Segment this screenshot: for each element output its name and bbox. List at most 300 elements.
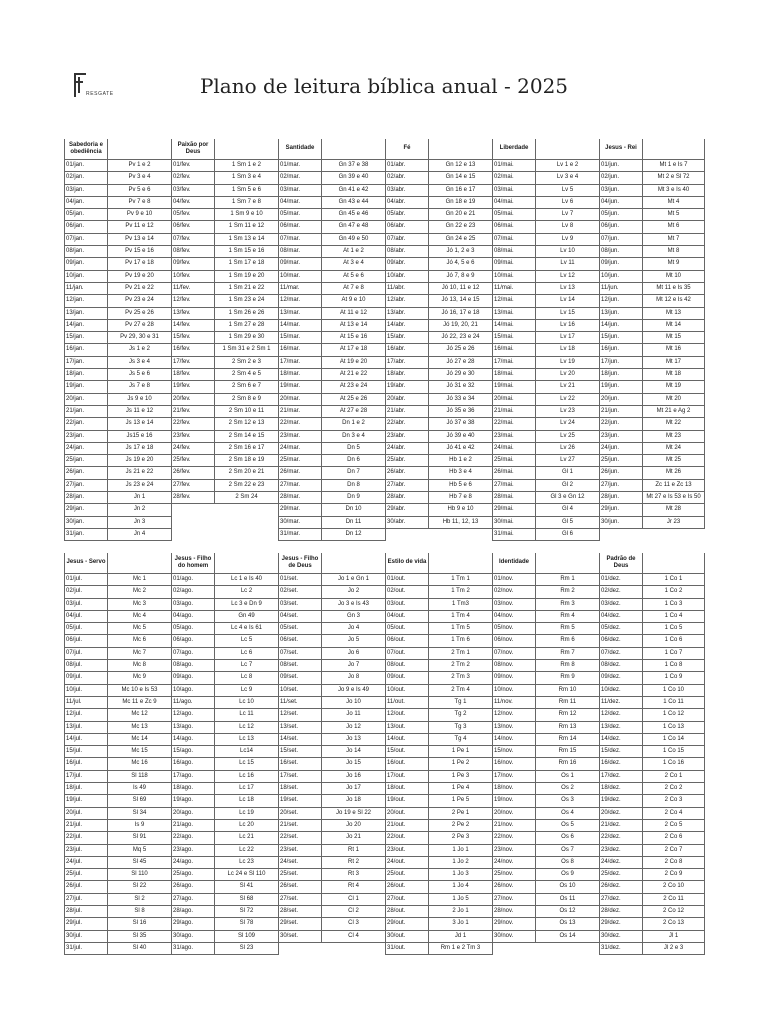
date-cell: 09/mar. <box>279 258 322 270</box>
reading-cell: Rm 9 <box>536 672 600 684</box>
table-row <box>65 307 705 319</box>
date-cell: 25/ago. <box>172 869 215 881</box>
theme-header: Jesus - Servo <box>65 553 108 574</box>
reading-cell: Mc 13 <box>108 721 172 733</box>
date-cell: 12/out. <box>386 709 429 721</box>
date-cell: 16/set. <box>279 758 322 770</box>
reading-cell: Rm 3 <box>536 598 600 610</box>
reading-cell: Sl 72 <box>215 906 279 918</box>
reading-cell: Lc 10 <box>215 696 279 708</box>
reading-cell: 1 Sm 17 e 18 <box>215 258 279 270</box>
reading-cell: Mt 28 <box>643 504 705 516</box>
reading-cell: 2 Tm 2 <box>429 660 493 672</box>
date-cell: 06/mai. <box>493 221 536 233</box>
date-cell: 01/ago. <box>172 574 215 586</box>
date-cell: 09/abr. <box>386 258 429 270</box>
date-cell: 08/nov. <box>493 660 536 672</box>
reading-cell: Jo 12 <box>322 721 386 733</box>
header-spacer <box>536 553 600 574</box>
reading-cell: Rm 15 <box>536 746 600 758</box>
date-cell: 08/jan. <box>65 246 108 258</box>
reading-cell: Pv 25 e 26 <box>108 307 172 319</box>
reading-cell: 1 Co 12 <box>643 709 705 721</box>
date-cell: 26/jun. <box>600 467 643 479</box>
reading-cell: Lc 12 <box>215 721 279 733</box>
reading-cell: Mc 11 e Zc 9 <box>108 696 172 708</box>
reading-cell: Sl 35 <box>108 930 172 942</box>
date-cell: 28/set. <box>279 906 322 918</box>
date-cell: 24/ago. <box>172 856 215 868</box>
reading-cell: Lv 10 <box>536 246 600 258</box>
reading-cell: Lv 24 <box>536 418 600 430</box>
reading-cell: 1 Co 16 <box>643 758 705 770</box>
date-cell: 28/jul. <box>65 906 108 918</box>
date-cell: 07/dez. <box>600 647 643 659</box>
reading-cell: Lv 15 <box>536 307 600 319</box>
date-cell: 15/nov. <box>493 746 536 758</box>
reading-cell: Gn 14 e 15 <box>429 172 493 184</box>
date-cell: 15/jan. <box>65 332 108 344</box>
reading-cell: Os 4 <box>536 807 600 819</box>
reading-cell: Rm 7 <box>536 647 600 659</box>
reading-cell: Mt 1 e Is 7 <box>643 160 705 172</box>
reading-cell: Os 3 <box>536 795 600 807</box>
reading-cell: 2 Sm 24 <box>215 492 279 504</box>
date-cell: 22/jun. <box>600 418 643 430</box>
date-cell: 19/dez. <box>600 795 643 807</box>
reading-cell: Sl 22 <box>108 881 172 893</box>
date-cell: 19/jul. <box>65 795 108 807</box>
reading-cell: Gn 18 e 19 <box>429 196 493 208</box>
reading-cell: 2 Co 4 <box>643 807 705 819</box>
reading-cell: 1 Co 8 <box>643 660 705 672</box>
reading-cell: Gn 24 e 25 <box>429 233 493 245</box>
reading-cell: Is 49 <box>108 783 172 795</box>
date-cell: 14/out. <box>386 733 429 745</box>
date-cell: 23/mai. <box>493 430 536 442</box>
date-cell: 24/out. <box>386 856 429 868</box>
reading-cell: Lc 8 <box>215 672 279 684</box>
date-cell: 20/dez. <box>600 807 643 819</box>
date-cell: 17/out. <box>386 770 429 782</box>
date-cell: 09/out. <box>386 672 429 684</box>
date-cell: 26/set. <box>279 881 322 893</box>
date-cell: 20/mai. <box>493 393 536 405</box>
date-cell: 02/nov. <box>493 586 536 598</box>
date-cell: 25/out. <box>386 869 429 881</box>
reading-cell: Rt 4 <box>322 881 386 893</box>
date-cell: 29/jan. <box>65 504 108 516</box>
reading-cell: Mt 26 <box>643 467 705 479</box>
reading-cell: 1 Co 5 <box>643 623 705 635</box>
table-row <box>65 282 705 294</box>
empty-cell <box>386 528 429 540</box>
table-row <box>65 918 705 930</box>
reading-cell: Mc 8 <box>108 660 172 672</box>
date-cell: 24/set. <box>279 856 322 868</box>
header-row <box>65 553 705 574</box>
reading-cell: Gl 4 <box>536 504 600 516</box>
reading-cell: 1 Co 1 <box>643 574 705 586</box>
reading-cell: Rt 2 <box>322 856 386 868</box>
reading-cell: 1 Co 13 <box>643 721 705 733</box>
reading-cell: Lv 21 <box>536 381 600 393</box>
table-row <box>65 528 705 540</box>
reading-cell: 2 Co 8 <box>643 856 705 868</box>
date-cell: 07/nov. <box>493 647 536 659</box>
date-cell: 21/set. <box>279 819 322 831</box>
table-row <box>65 319 705 331</box>
date-cell: 17/dez. <box>600 770 643 782</box>
reading-cell: Jo 2 <box>322 586 386 598</box>
reading-cell: Rm 1 e 2 Tm 3 <box>429 942 493 954</box>
reading-cell: Jo 17 <box>322 783 386 795</box>
date-cell: 07/jun. <box>600 233 643 245</box>
date-cell: 23/nov. <box>493 844 536 856</box>
reading-cell: 1 Tm 2 <box>429 586 493 598</box>
date-cell: 22/mai. <box>493 418 536 430</box>
reading-cell: Jó 16, 17 e 18 <box>429 307 493 319</box>
reading-cell: 1 Co 11 <box>643 696 705 708</box>
date-cell: 06/nov. <box>493 635 536 647</box>
date-cell: 12/set. <box>279 709 322 721</box>
reading-cell: Jo 18 <box>322 795 386 807</box>
date-cell: 13/abr. <box>386 307 429 319</box>
date-cell: 01/jan. <box>65 160 108 172</box>
reading-cell: Jo 11 <box>322 709 386 721</box>
empty-cell <box>215 504 279 516</box>
date-cell: 11/jul. <box>65 696 108 708</box>
reading-cell: 2 Co 13 <box>643 918 705 930</box>
date-cell: 13/jan. <box>65 307 108 319</box>
reading-cell: 1 Jo 3 <box>429 869 493 881</box>
date-cell: 05/out. <box>386 623 429 635</box>
reading-cell: 2 Sm 10 e 11 <box>215 405 279 417</box>
reading-cell: Pv 21 e 22 <box>108 282 172 294</box>
reading-cell: Sl 110 <box>108 869 172 881</box>
reading-cell: Lc14 <box>215 746 279 758</box>
reading-cell: Jó 31 e 32 <box>429 381 493 393</box>
reading-cell: At 25 e 26 <box>322 393 386 405</box>
reading-cell: At 27 e 28 <box>322 405 386 417</box>
reading-cell: Lv 8 <box>536 221 600 233</box>
reading-cell: 2 Co 10 <box>643 881 705 893</box>
reading-cell: 2 Co 6 <box>643 832 705 844</box>
reading-cell: Mc 1 <box>108 574 172 586</box>
date-cell: 01/set. <box>279 574 322 586</box>
date-cell: 18/jul. <box>65 783 108 795</box>
reading-cell: 2 Co 12 <box>643 906 705 918</box>
date-cell: 26/abr. <box>386 467 429 479</box>
table-row <box>65 586 705 598</box>
date-cell: 11/fev. <box>172 282 215 294</box>
date-cell: 11/jan. <box>65 282 108 294</box>
reading-cell: 2 Sm 12 e 13 <box>215 418 279 430</box>
reading-cell: Mt 23 <box>643 430 705 442</box>
reading-cell: At 13 e 14 <box>322 319 386 331</box>
reading-cell: 2 Tm 3 <box>429 672 493 684</box>
reading-cell: Dn 11 <box>322 516 386 528</box>
reading-cell: Hb 9 e 10 <box>429 504 493 516</box>
date-cell: 01/nov. <box>493 574 536 586</box>
date-cell: 21/fev. <box>172 405 215 417</box>
reading-cell: Zc 11 e Zc 13 <box>643 479 705 491</box>
table-row <box>65 598 705 610</box>
reading-cell: Os 12 <box>536 906 600 918</box>
date-cell: 08/jun. <box>600 246 643 258</box>
date-cell: 31/dez. <box>600 942 643 954</box>
reading-cell: 1 Sm 5 e 6 <box>215 184 279 196</box>
date-cell: 30/ago. <box>172 930 215 942</box>
table-row <box>65 635 705 647</box>
date-cell: 22/jul. <box>65 832 108 844</box>
reading-cell: 1 Sm 29 e 30 <box>215 332 279 344</box>
date-cell: 11/out. <box>386 696 429 708</box>
date-cell: 27/ago. <box>172 893 215 905</box>
reading-cell: Tg 4 <box>429 733 493 745</box>
date-cell: 30/set. <box>279 930 322 942</box>
reading-cell: Sl 69 <box>108 795 172 807</box>
date-cell: 25/jan. <box>65 455 108 467</box>
date-cell: 03/abr. <box>386 184 429 196</box>
theme-header: Santidade <box>279 139 322 160</box>
date-cell: 24/jan. <box>65 442 108 454</box>
date-cell: 15/set. <box>279 746 322 758</box>
empty-cell <box>493 942 536 954</box>
date-cell: 05/jun. <box>600 209 643 221</box>
empty-cell <box>215 528 279 540</box>
reading-cell: Lv 17 <box>536 332 600 344</box>
header-spacer <box>643 553 705 574</box>
reading-cell: Jó 27 e 28 <box>429 356 493 368</box>
reading-cell: 1 Co 14 <box>643 733 705 745</box>
date-cell: 18/mar. <box>279 369 322 381</box>
date-cell: 22/jan. <box>65 418 108 430</box>
table-row <box>65 795 705 807</box>
reading-cell: Lv 22 <box>536 393 600 405</box>
table-row <box>65 381 705 393</box>
date-cell: 05/nov. <box>493 623 536 635</box>
reading-cell: At 7 e 8 <box>322 282 386 294</box>
table-row <box>65 869 705 881</box>
reading-cell: Os 10 <box>536 881 600 893</box>
date-cell: 10/out. <box>386 684 429 696</box>
date-cell: 08/mai. <box>493 246 536 258</box>
date-cell: 15/dez. <box>600 746 643 758</box>
reading-cell: Gn 3 <box>322 610 386 622</box>
date-cell: 10/mar. <box>279 270 322 282</box>
reading-cell: 2 Pe 3 <box>429 832 493 844</box>
date-cell: 10/jun. <box>600 270 643 282</box>
theme-header: Jesus - Filho de Deus <box>279 553 322 574</box>
reading-cell: Dn 10 <box>322 504 386 516</box>
date-cell: 18/ago. <box>172 783 215 795</box>
date-cell: 08/out. <box>386 660 429 672</box>
date-cell: 11/jun. <box>600 282 643 294</box>
date-cell: 18/abr. <box>386 369 429 381</box>
date-cell: 26/dez. <box>600 881 643 893</box>
date-cell: 18/mai. <box>493 369 536 381</box>
date-cell: 31/jan. <box>65 528 108 540</box>
date-cell: 31/mar. <box>279 528 322 540</box>
date-cell: 31/jul. <box>65 942 108 954</box>
date-cell: 09/fev. <box>172 258 215 270</box>
reading-cell: 1 Sm 21 e 22 <box>215 282 279 294</box>
theme-header: Fé <box>386 139 429 160</box>
date-cell: 14/mai. <box>493 319 536 331</box>
reading-cell: Lv 3 e 4 <box>536 172 600 184</box>
schedule-table-jul-dez <box>64 553 705 955</box>
reading-cell: Gl 5 <box>536 516 600 528</box>
date-cell: 19/set. <box>279 795 322 807</box>
date-cell: 15/mar. <box>279 332 322 344</box>
date-cell: 30/dez. <box>600 930 643 942</box>
date-cell: 16/ago. <box>172 758 215 770</box>
reading-cell: Sl 23 <box>215 942 279 954</box>
table-row <box>65 184 705 196</box>
table-row <box>65 442 705 454</box>
reading-cell: Jó 22, 23 e 24 <box>429 332 493 344</box>
reading-cell: 2 Pe 1 <box>429 807 493 819</box>
date-cell: 05/dez. <box>600 623 643 635</box>
reading-cell: Jo 16 <box>322 770 386 782</box>
date-cell: 09/set. <box>279 672 322 684</box>
reading-cell: Lc 13 <box>215 733 279 745</box>
reading-cell: Os 2 <box>536 783 600 795</box>
date-cell: 14/mar. <box>279 319 322 331</box>
reading-cell: Lc 21 <box>215 832 279 844</box>
reading-cell: 1 Co 3 <box>643 598 705 610</box>
date-cell: 30/mar. <box>279 516 322 528</box>
reading-cell: Os 7 <box>536 844 600 856</box>
date-cell: 04/jul. <box>65 610 108 622</box>
reading-cell: Pv 7 e 8 <box>108 196 172 208</box>
table-row <box>65 356 705 368</box>
date-cell: 03/fev. <box>172 184 215 196</box>
reading-cell: Sl 118 <box>108 770 172 782</box>
date-cell: 23/fev. <box>172 430 215 442</box>
date-cell: 07/mai. <box>493 233 536 245</box>
reading-cell: Gl 1 <box>536 467 600 479</box>
reading-cell: Gn 49 <box>215 610 279 622</box>
date-cell: 29/out. <box>386 918 429 930</box>
reading-cell: At 23 e 24 <box>322 381 386 393</box>
reading-cell: Gn 49 e 50 <box>322 233 386 245</box>
reading-cell: Mt 6 <box>643 221 705 233</box>
reading-cell: Rt 3 <box>322 869 386 881</box>
reading-cell: Gl 6 <box>536 528 600 540</box>
date-cell: 12/mar. <box>279 295 322 307</box>
date-cell: 14/jun. <box>600 319 643 331</box>
date-cell: 20/jun. <box>600 393 643 405</box>
reading-cell: Mt 10 <box>643 270 705 282</box>
reading-cell: Jó 41 e 42 <box>429 442 493 454</box>
reading-cell: Js 11 e 12 <box>108 405 172 417</box>
date-cell: 18/dez. <box>600 783 643 795</box>
reading-cell: 1 Sm 26 e 26 <box>215 307 279 319</box>
date-cell: 01/abr. <box>386 160 429 172</box>
date-cell: 17/mai. <box>493 356 536 368</box>
reading-cell: Jó 7, 8 e 9 <box>429 270 493 282</box>
reading-cell: Gn 20 e 21 <box>429 209 493 221</box>
reading-cell: Gn 47 e 48 <box>322 221 386 233</box>
reading-cell: Mc 15 <box>108 746 172 758</box>
date-cell: 23/out. <box>386 844 429 856</box>
reading-cell: Jo 8 <box>322 672 386 684</box>
date-cell: 08/jul. <box>65 660 108 672</box>
date-cell: 20/abr. <box>386 393 429 405</box>
reading-cell: Rm 6 <box>536 635 600 647</box>
date-cell: 21/nov. <box>493 819 536 831</box>
date-cell: 18/jan. <box>65 369 108 381</box>
date-cell: 30/jan. <box>65 516 108 528</box>
date-cell: 16/jan. <box>65 344 108 356</box>
reading-cell: Rm 13 <box>536 721 600 733</box>
reading-cell: Mt 2 e Sl 72 <box>643 172 705 184</box>
date-cell: 07/jan. <box>65 233 108 245</box>
reading-cell: Lc 1 e Is 40 <box>215 574 279 586</box>
reading-cell: 2 Tm 1 <box>429 647 493 659</box>
reading-cell: Gn 41 e 42 <box>322 184 386 196</box>
reading-cell: Pv 11 e 12 <box>108 221 172 233</box>
reading-cell: Rt 1 <box>322 844 386 856</box>
reading-cell: Mt 9 <box>643 258 705 270</box>
reading-cell: At 5 e 6 <box>322 270 386 282</box>
reading-cell: Cl 1 <box>322 893 386 905</box>
reading-cell: Js15 e 16 <box>108 430 172 442</box>
reading-cell: Mt 27 e Is 53 e Is 50 <box>643 492 705 504</box>
reading-cell: 2 Co 3 <box>643 795 705 807</box>
table-row <box>65 430 705 442</box>
date-cell: 21/jun. <box>600 405 643 417</box>
reading-cell: Mc 10 e Is 53 <box>108 684 172 696</box>
reading-cell: Mc 16 <box>108 758 172 770</box>
date-cell: 09/mai. <box>493 258 536 270</box>
reading-cell: Mt 11 e Is 35 <box>643 282 705 294</box>
reading-cell: Mt 25 <box>643 455 705 467</box>
reading-cell: Pv 15 e 16 <box>108 246 172 258</box>
reading-cell: Cl 3 <box>322 918 386 930</box>
date-cell: 04/mar. <box>279 196 322 208</box>
table-row <box>65 783 705 795</box>
date-cell: 07/mar. <box>279 233 322 245</box>
reading-cell: Mt 15 <box>643 332 705 344</box>
empty-cell <box>172 528 215 540</box>
table-row <box>65 906 705 918</box>
reading-cell: Rm 14 <box>536 733 600 745</box>
reading-cell: 2 Sm 18 e 19 <box>215 455 279 467</box>
date-cell: 26/ago. <box>172 881 215 893</box>
reading-cell: Mc 12 <box>108 709 172 721</box>
reading-cell: Os 6 <box>536 832 600 844</box>
reading-cell: Js 17 e 18 <box>108 442 172 454</box>
reading-cell: Os 9 <box>536 869 600 881</box>
date-cell: 02/out. <box>386 586 429 598</box>
date-cell: 23/abr. <box>386 430 429 442</box>
table-row <box>65 479 705 491</box>
date-cell: 04/jan. <box>65 196 108 208</box>
date-cell: 22/fev. <box>172 418 215 430</box>
date-cell: 18/set. <box>279 783 322 795</box>
reading-cell: Jo 6 <box>322 647 386 659</box>
reading-cell: Dn 9 <box>322 492 386 504</box>
reading-cell: Tg 1 <box>429 696 493 708</box>
reading-cell: At 11 e 12 <box>322 307 386 319</box>
reading-cell: Lv 20 <box>536 369 600 381</box>
reading-cell: Mc 9 <box>108 672 172 684</box>
date-cell: 10/jan. <box>65 270 108 282</box>
date-cell: 21/abr. <box>386 405 429 417</box>
